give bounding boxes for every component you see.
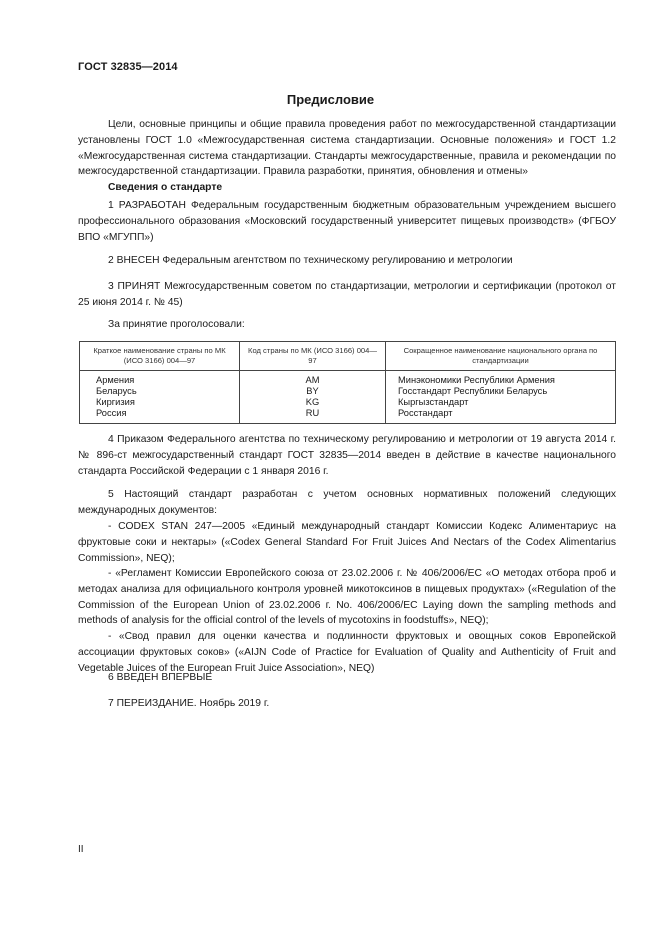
item-2-paragraph: 2 ВНЕСЕН Федеральным агентством по техническому регулированию и метрологии — [108, 255, 513, 266]
code-cell: BY — [240, 386, 386, 397]
item-6-paragraph: 6 ВВЕДЕН ВПЕРВЫЕ — [108, 672, 213, 683]
country-cell: Беларусь — [80, 386, 240, 397]
table-header-row — [80, 342, 616, 371]
table-row — [80, 397, 616, 408]
item-5-paragraph: 5 Настоящий стандарт разработан с учетом основных нормативных положений следующих международных документов: — [78, 489, 616, 516]
header-body: Сокращенное наименование национального органа по стандартизации — [386, 342, 616, 371]
body-cell: Минэкономики Республики Армения — [386, 371, 616, 387]
page-number: II — [78, 844, 84, 855]
item-5-list-entry: - CODEX STAN 247—2005 «Единый международный стандарт Комиссии Кодекс Алиментариус на фруктовые соки и нектары» («Codex General Standard For Fruit Juices And Nectars of the Codex Alimentarius Commission», NEQ); — [78, 521, 616, 564]
body-cell: Кыргызстандарт — [386, 397, 616, 408]
table-row — [80, 408, 616, 424]
intro-paragraph: Цели, основные принципы и общие правила проведения работ по межгосударственной стандартизации установлены ГОСТ 1.0 «Межгосударственная система стандартизации. Основные положения» и ГОСТ 1.2 «Межгосударственная система стандартизации. Стандарты межгосударственные, правила и рекомендации по межгосударственной стандартизации. Правила разработки, принятия, обновления и отмены» — [78, 119, 616, 178]
code-cell: RU — [240, 408, 386, 424]
info-heading: Сведения о стандарте — [108, 182, 223, 193]
country-cell: Армения — [80, 371, 240, 387]
item-1-paragraph: 1 РАЗРАБОТАН Федеральным государственным бюджетным образовательным учреждением высшего профессионального образования «Московский государственный университет пищевых производств» (ФГБОУ ВПО «МГУПП») — [78, 200, 616, 243]
body-cell: Росстандарт — [386, 408, 616, 424]
table-row — [80, 386, 616, 397]
country-cell: Киргизия — [80, 397, 240, 408]
code-cell: AM — [240, 371, 386, 387]
item-5-list-entry: - «Свод правил для оценки качества и подлинности фруктовых и овощных соков Европейской ассоциации фруктовых соков» («AIJN Code of Practice for Evaluation of Quality and Authenticity of Fruit and Vegetable Juices of the European Fruit Juice Association», NEQ) — [78, 631, 616, 674]
voted-label: За принятие проголосовали: — [108, 319, 245, 330]
standard-code: ГОСТ 32835—2014 — [78, 61, 178, 73]
header-code: Код страны по МК (ИСО 3166) 004—97 — [240, 342, 386, 371]
item-5-list-entry: - «Регламент Комиссии Европейского союза от 23.02.2006 г. № 406/2006/ЕС «О методах отбора проб и методах анализа для официального контроля уровней микотоксинов в пищевых продуктах» («Regulation of the Commission of the European Union of 23.02.2006 г. No. 406/2006/EC Laying down the sampling methods and methods of analysis for the official control of the levels of mycotoxins in foodstuffs», NEQ); — [78, 568, 616, 627]
page-title: Предисловие — [286, 92, 375, 107]
code-cell: KG — [240, 397, 386, 408]
item-4-paragraph: 4 Приказом Федерального агентства по техническому регулированию и метрологии от 19 августа 2014 г. № 896-ст межгосударственный стандарт ГОСТ 32835—2014 введен в действие в качестве национального стандарта Российской Федерации с 1 января 2016 г. — [78, 434, 616, 477]
country-cell: Россия — [80, 408, 240, 424]
voting-states-table — [79, 341, 616, 424]
header-country: Краткое наименование страны по МК (ИСО 3166) 004—97 — [80, 342, 240, 371]
item-7-paragraph: 7 ПЕРЕИЗДАНИЕ. Ноябрь 2019 г. — [108, 698, 270, 709]
table-row — [80, 371, 616, 387]
item-3-paragraph: 3 ПРИНЯТ Межгосударственным советом по стандартизации, метрологии и сертификации (протокол от 25 июня 2014 г. № 45) — [78, 281, 616, 308]
body-cell: Госстандарт Республики Беларусь — [386, 386, 616, 397]
